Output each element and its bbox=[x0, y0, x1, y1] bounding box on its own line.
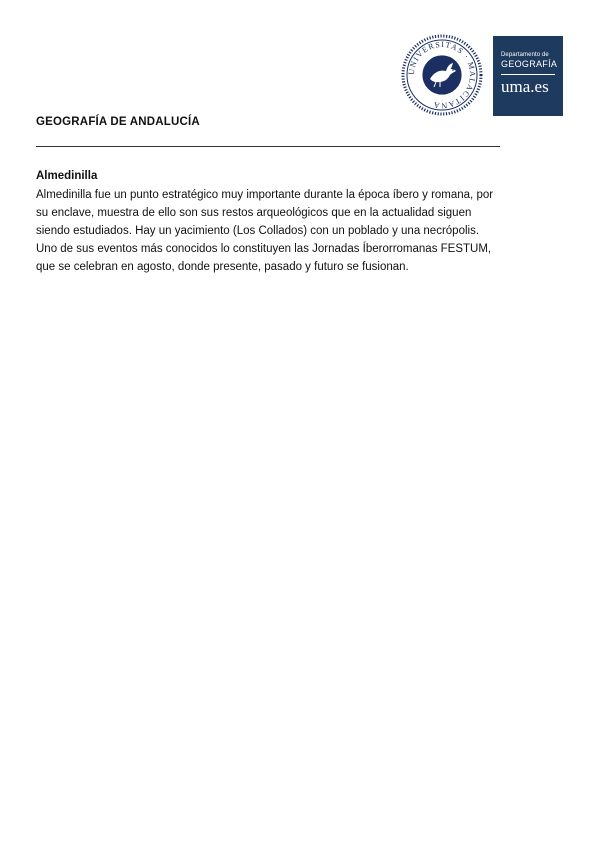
body-line: Almedinilla fue un punto estratégico muy importante durante la época íbero y romana, por bbox=[36, 189, 494, 201]
department-logo bbox=[493, 36, 563, 116]
dept-name: GEOGRAFÍA bbox=[501, 59, 558, 69]
body-line: siendo estudiados. Hay un yacimiento (Los Collados) con un poblado y una necrópolis. bbox=[36, 225, 480, 237]
body-line: Uno de sus eventos más conocidos lo constituyen las Jornadas Íberorromanas FESTUM, bbox=[36, 243, 492, 255]
uma-brand: uma.es bbox=[501, 77, 549, 96]
document-title: GEOGRAFÍA DE ANDALUCÍA bbox=[36, 116, 200, 128]
body-line: su enclave, muestra de ello son sus restos arqueológicos que en la actualidad siguen bbox=[36, 207, 472, 219]
university-seal-icon bbox=[400, 33, 484, 117]
section-body bbox=[36, 186, 536, 276]
section-heading: Almedinilla bbox=[36, 170, 98, 182]
seal-text: UNIVERSITAS · MALACITANA bbox=[406, 39, 478, 111]
dept-rule bbox=[501, 74, 555, 75]
body-line: que se celebran en agosto, donde presente, pasado y futuro se fusionan. bbox=[36, 261, 409, 273]
dept-label: Departamento de bbox=[501, 52, 549, 58]
title-divider bbox=[36, 146, 500, 147]
